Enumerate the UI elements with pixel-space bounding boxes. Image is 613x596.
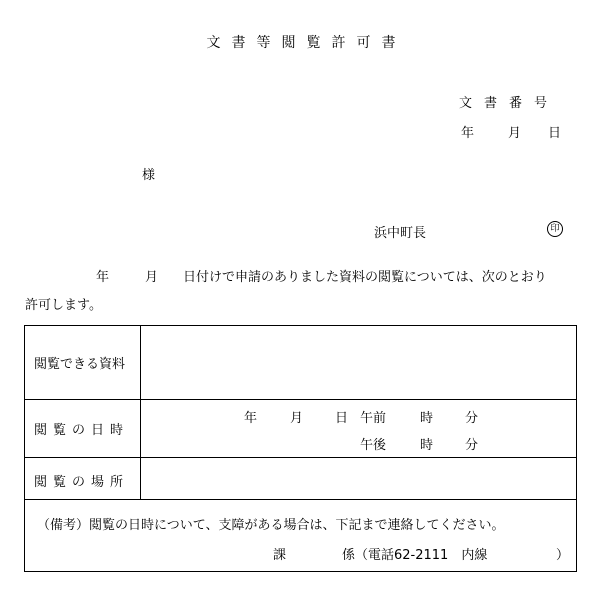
materials-value xyxy=(141,326,577,399)
datetime-month: 月 xyxy=(290,411,304,426)
datetime-year: 年 xyxy=(244,411,258,426)
am-minute: 分 xyxy=(465,411,479,426)
datetime-label: 閲覧の日時 xyxy=(34,423,130,438)
note-text: （備考）閲覧の日時について、支障がある場合は、下記まで連絡してください。 xyxy=(37,518,505,533)
date-day-label: 日 xyxy=(548,126,562,141)
document-number-label: 文書番号 xyxy=(459,96,560,111)
body-year: 年 xyxy=(96,270,110,285)
seal-icon: 印 xyxy=(547,221,563,237)
am-label: 午前 xyxy=(360,411,387,426)
materials-label: 閲覧できる資料 xyxy=(34,357,126,372)
row-divider xyxy=(25,399,576,400)
note-section: 課 xyxy=(273,548,287,563)
permission-table xyxy=(24,325,577,572)
place-label: 閲覧の場所 xyxy=(34,475,130,490)
place-value xyxy=(141,458,577,499)
document-title: 文書等閲覧許可書 xyxy=(206,35,407,51)
date-month-label: 月 xyxy=(508,126,522,141)
pm-hour: 時 xyxy=(420,438,434,453)
pm-minute: 分 xyxy=(465,438,479,453)
body-text: 日付けで申請のありました資料の閲覧については、次のとおり xyxy=(183,270,547,285)
datetime-day: 日 xyxy=(335,411,349,426)
row-divider xyxy=(25,499,576,500)
body-month: 月 xyxy=(145,270,159,285)
pm-label: 午後 xyxy=(360,438,387,453)
addressee-suffix: 様 xyxy=(142,168,156,183)
note-contact: 係（電話62-2111 内線 xyxy=(342,548,488,563)
body-line-2: 許可します。 xyxy=(25,298,102,313)
note-close: ） xyxy=(556,548,570,563)
am-hour: 時 xyxy=(420,411,434,426)
issuer-name: 浜中町長 xyxy=(374,226,427,241)
body-line-1 xyxy=(96,266,547,285)
date-year-label: 年 xyxy=(461,126,475,141)
